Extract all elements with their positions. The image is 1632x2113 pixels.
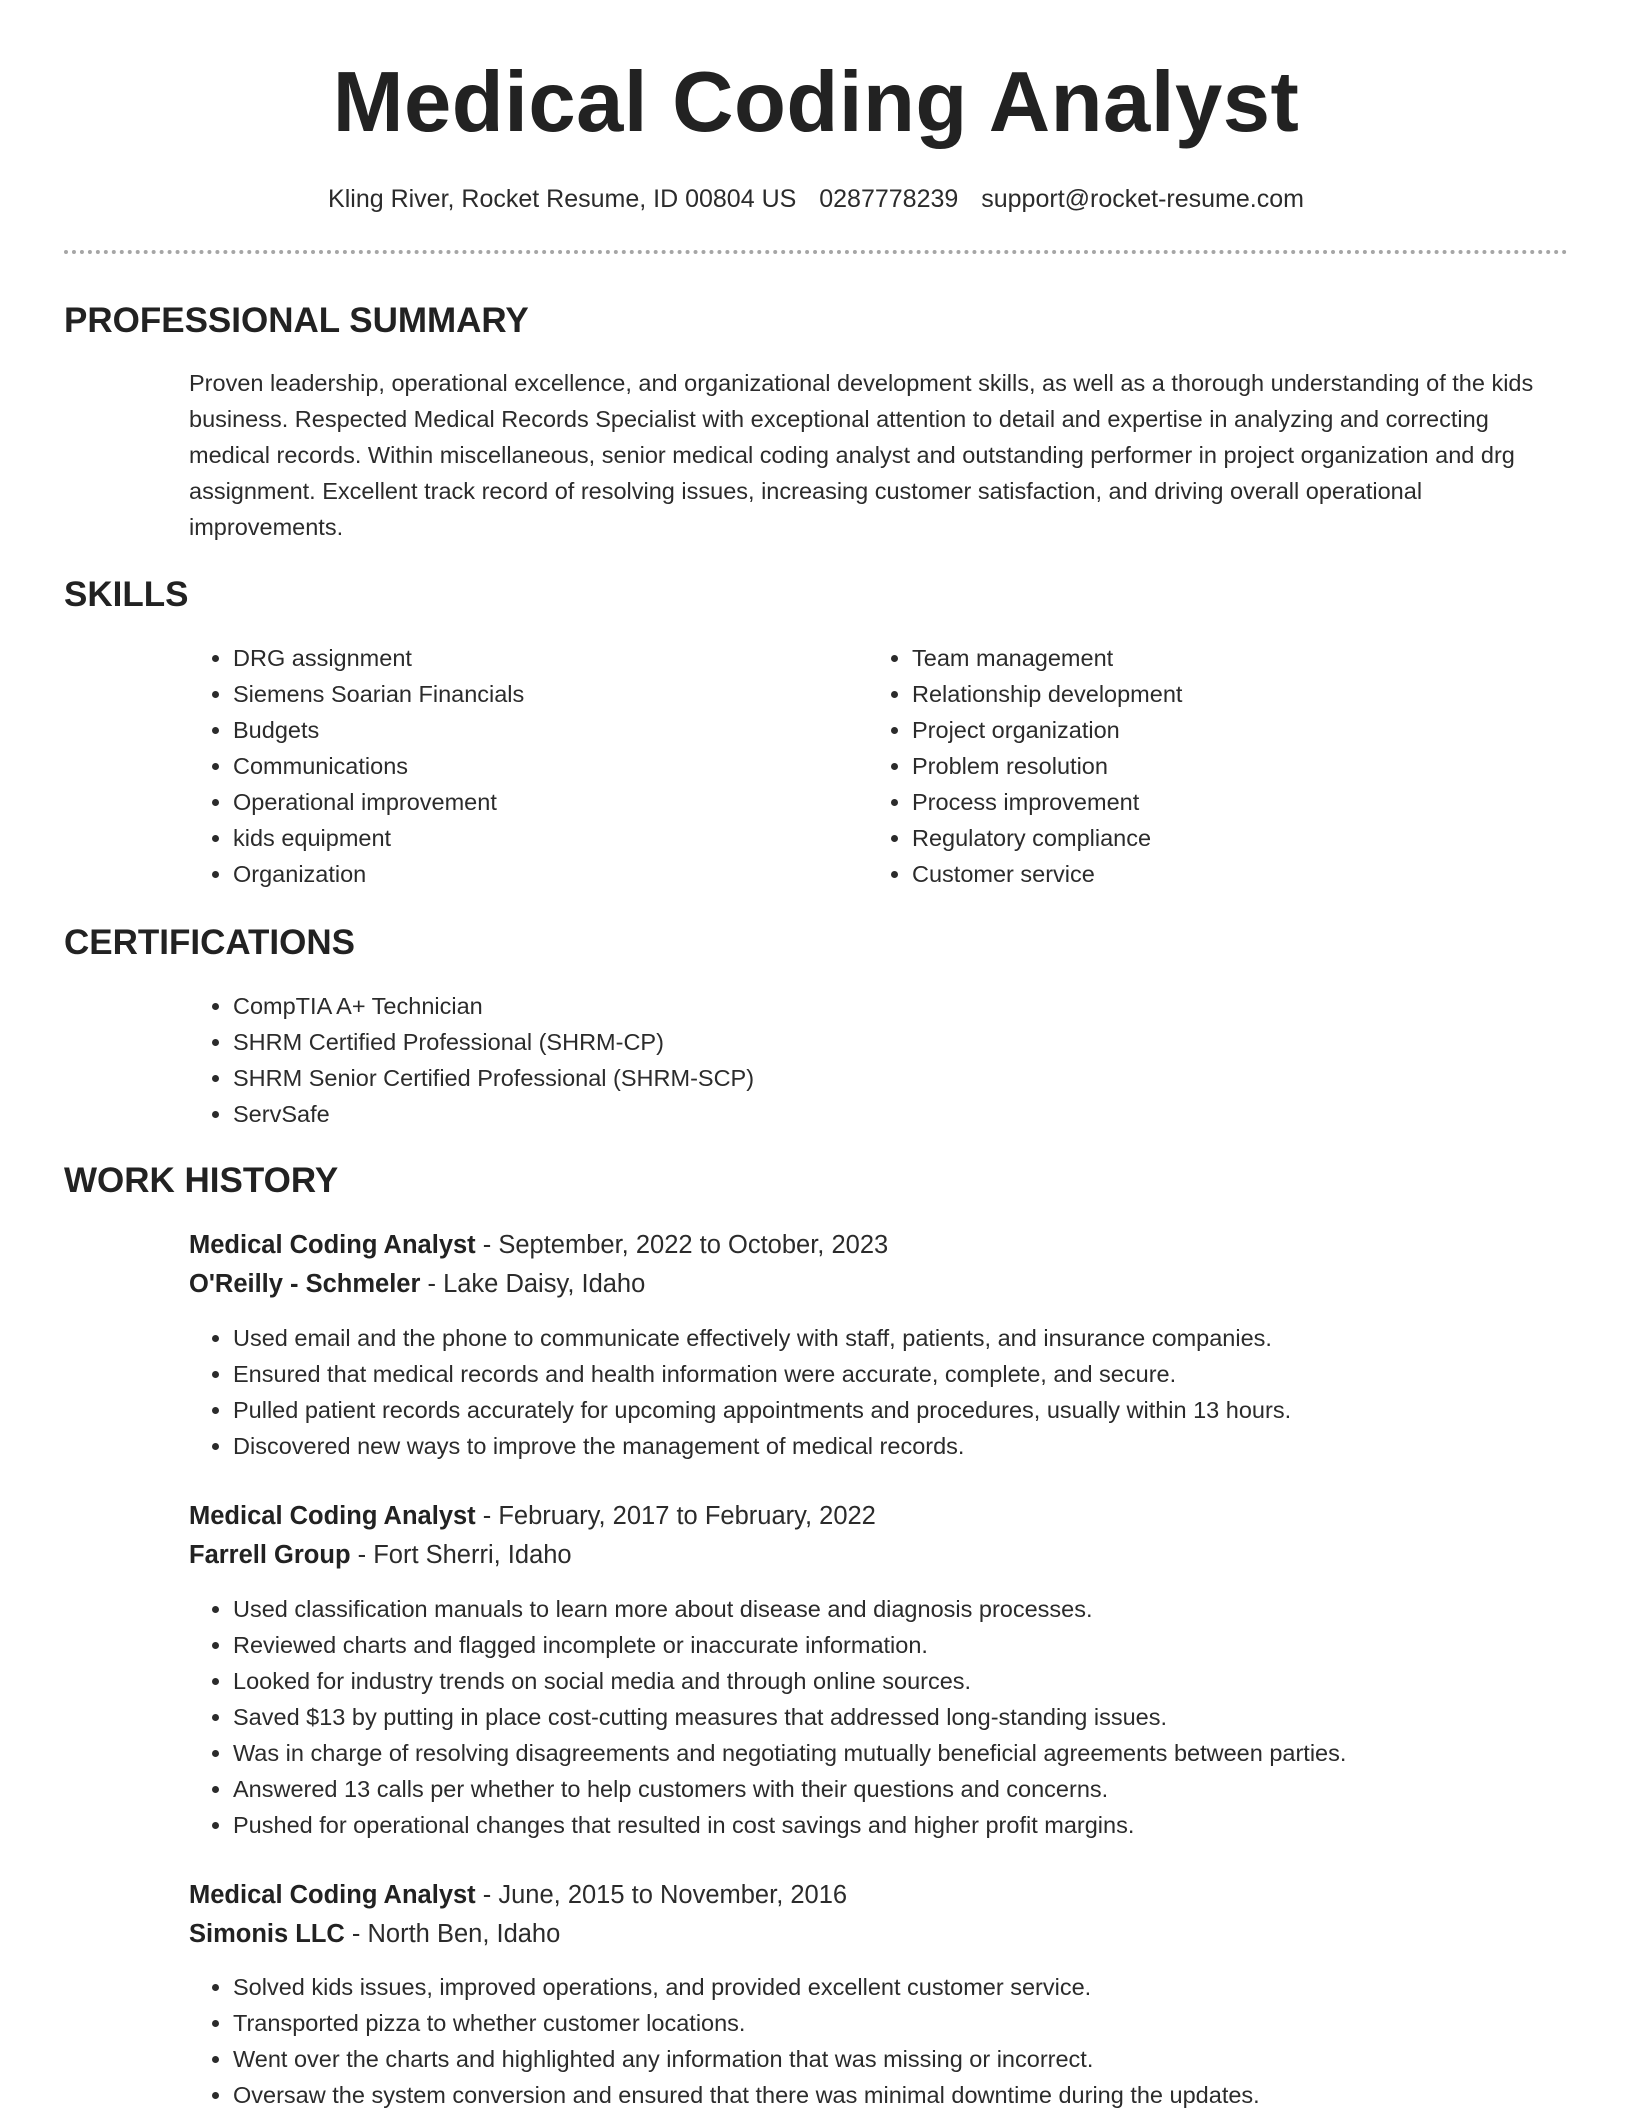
job-company: Simonis LLC <box>189 1920 345 1948</box>
job-bullet: • Reviewed charts and flagged incomplete or inaccurate information. <box>233 1627 1593 1663</box>
certification-item: • SHRM Certified Professional (SHRM-CP) <box>233 1024 1533 1060</box>
job-bullet: • Transported pizza to whether customer locations. <box>233 2005 1593 2041</box>
job-company: O'Reilly - Schmeler <box>189 1270 421 1298</box>
job-bullet: • Used email and the phone to communicate effectively with staff, patients, and insurance companies. <box>233 1320 1593 1356</box>
skill-item: • Regulatory compliance <box>912 820 1532 856</box>
job-company: Farrell Group <box>189 1541 351 1569</box>
contact-email: support@rocket-resume.com <box>981 185 1304 213</box>
skill-item: • Process improvement <box>912 784 1532 820</box>
certifications-list <box>189 988 1533 1132</box>
job-bullet: • Answered 13 calls per whether to help customers with their questions and concerns. <box>233 1771 1593 1807</box>
job-dates: - June, 2015 to November, 2016 <box>475 1881 848 1909</box>
job-location: - Fort Sherri, Idaho <box>350 1541 572 1569</box>
certification-item: • CompTIA A+ Technician <box>233 988 1533 1024</box>
header-divider <box>64 250 1568 254</box>
job-bullet: • Oversaw the system conversion and ensured that there was minimal downtime during the updates. <box>233 2077 1593 2113</box>
job-title: Medical Coding Analyst <box>189 1881 476 1909</box>
skill-item: • Communications <box>233 748 853 784</box>
skill-item: • Budgets <box>233 712 853 748</box>
job-bullet: • Was in charge of resolving disagreements and negotiating mutually beneficial agreements between parties. <box>233 1735 1593 1771</box>
job-bullet: • Went over the charts and highlighted any information that was missing or incorrect. <box>233 2041 1593 2077</box>
job-title-line <box>189 1227 888 1263</box>
skills-heading: SKILLS <box>64 575 189 614</box>
skill-item: • Relationship development <box>912 676 1532 712</box>
skill-item: • Siemens Soarian Financials <box>233 676 853 712</box>
job-bullet: • Solved kids issues, improved operations, and provided excellent customer service. <box>233 1969 1593 2005</box>
skill-item: • Organization <box>233 856 853 892</box>
skill-item: • DRG assignment <box>233 640 853 676</box>
skill-item: • Team management <box>912 640 1532 676</box>
summary-text: Proven leadership, operational excellence, and organizational development skills, as well as a thorough understanding of the kids business. Respected Medical Records Specialist with exceptional attention to detail and expertise in analyzing and correcting medical records. Within miscellaneous, senior medical coding analyst and outstanding performer in project organization and drg assignment. Excellent track record of resolving issues, increasing customer satisfaction, and driving overall operational improvements. <box>189 370 1534 540</box>
job-title-line <box>189 1498 876 1534</box>
job-title: Medical Coding Analyst <box>189 1231 476 1259</box>
job-bullet: • Used classification manuals to learn more about disease and diagnosis processes. <box>233 1591 1593 1627</box>
contact-address: Kling River, Rocket Resume, ID 00804 US <box>328 185 797 213</box>
certifications-heading: CERTIFICATIONS <box>64 923 356 962</box>
contact-phone: 0287778239 <box>819 185 959 213</box>
skills-list-right <box>868 640 1532 892</box>
job-title-line <box>189 1877 847 1913</box>
job-location: - North Ben, Idaho <box>344 1920 561 1948</box>
skill-item: • kids equipment <box>233 820 853 856</box>
job-bullet: • Pushed for operational changes that resulted in cost savings and higher profit margins. <box>233 1807 1593 1843</box>
job-bullet: • Ensured that medical records and health information were accurate, complete, and secure. <box>233 1356 1593 1392</box>
job-location: - Lake Daisy, Idaho <box>420 1270 646 1298</box>
job-bullets <box>189 1591 1593 1843</box>
contact-line <box>0 182 1632 216</box>
job-bullets <box>189 1969 1593 2113</box>
job-title: Medical Coding Analyst <box>189 1502 476 1530</box>
job-bullet: • Saved $13 by putting in place cost-cutting measures that addressed long-standing issues. <box>233 1699 1593 1735</box>
job-company-line <box>189 1537 572 1573</box>
work-history-heading: WORK HISTORY <box>64 1161 339 1200</box>
job-dates: - February, 2017 to February, 2022 <box>475 1502 876 1530</box>
job-bullet: • Pulled patient records accurately for upcoming appointments and procedures, usually within 13 hours. <box>233 1392 1593 1428</box>
skill-item: • Problem resolution <box>912 748 1532 784</box>
skill-item: • Customer service <box>912 856 1532 892</box>
summary-heading: PROFESSIONAL SUMMARY <box>64 301 529 340</box>
job-dates: - September, 2022 to October, 2023 <box>475 1231 889 1259</box>
certification-item: • ServSafe <box>233 1096 1533 1132</box>
job-company-line <box>189 1916 560 1952</box>
skills-list-left <box>189 640 853 892</box>
job-bullet: • Discovered new ways to improve the management of medical records. <box>233 1428 1593 1464</box>
job-company-line <box>189 1266 645 1302</box>
skill-item: • Operational improvement <box>233 784 853 820</box>
job-bullet: • Looked for industry trends on social media and through online sources. <box>233 1663 1593 1699</box>
job-bullets <box>189 1320 1593 1464</box>
certification-item: • SHRM Senior Certified Professional (SHRM-SCP) <box>233 1060 1533 1096</box>
resume-name-heading: Medical Coding Analyst <box>332 55 1300 150</box>
skill-item: • Project organization <box>912 712 1532 748</box>
